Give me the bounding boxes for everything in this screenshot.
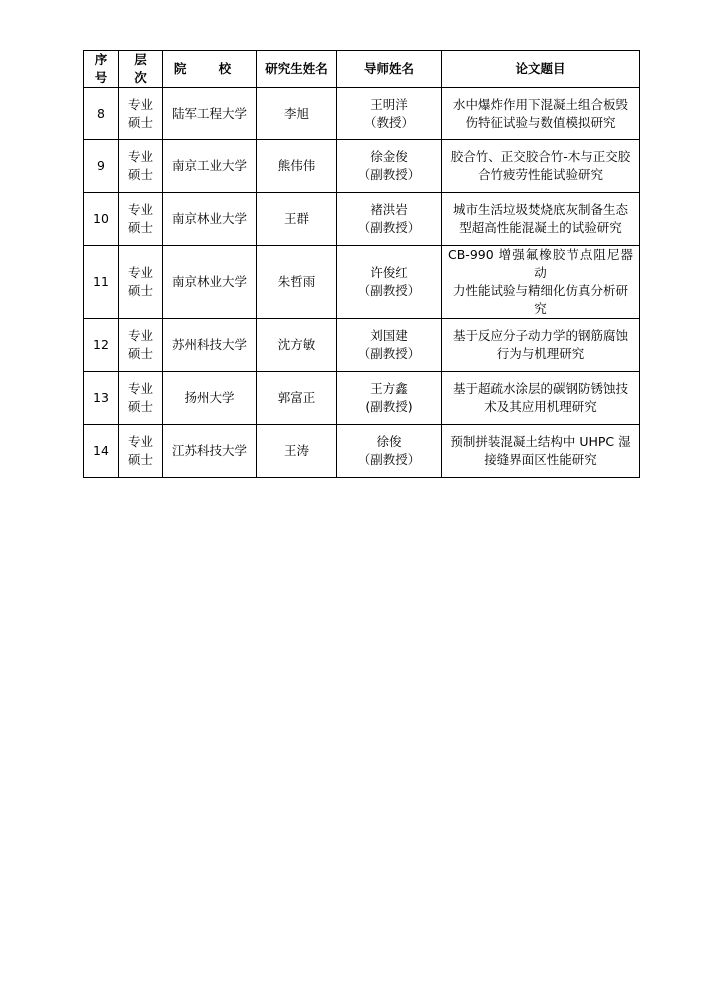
table-row xyxy=(84,193,640,246)
header-index xyxy=(84,51,119,88)
table-row xyxy=(84,319,640,372)
cell-student: 李旭 xyxy=(257,88,337,140)
cell-thesis-line: 型超高性能混凝土的试验研究 xyxy=(459,220,622,235)
cell-thesis xyxy=(442,425,640,478)
cell-thesis-line: 伤特征试验与数值模拟研究 xyxy=(465,114,616,130)
cell-school: 苏州科技大学 xyxy=(163,319,257,372)
table-row xyxy=(84,140,640,193)
cell-advisor-line: （副教授） xyxy=(357,220,421,235)
cell-level xyxy=(119,372,163,425)
cell-thesis-line: 力性能试验与精细化仿真分析研 xyxy=(452,283,628,298)
cell-thesis-line: 究 xyxy=(534,301,547,316)
cell-student: 沈方敏 xyxy=(257,319,337,372)
cell-advisor xyxy=(337,372,442,425)
cell-level-line: 硕士 xyxy=(127,399,153,414)
cell-level-line: 专业 xyxy=(127,328,153,343)
cell-school: 扬州大学 xyxy=(163,372,257,425)
table-row xyxy=(84,88,640,140)
table-header-row xyxy=(84,51,640,88)
cell-level-line: 专业 xyxy=(127,265,153,280)
cell-school: 南京工业大学 xyxy=(163,140,257,193)
header-level-line: 次 xyxy=(134,70,147,85)
cell-level xyxy=(119,425,163,478)
cell-thesis xyxy=(442,372,640,425)
cell-level xyxy=(119,193,163,246)
cell-thesis xyxy=(442,246,640,319)
cell-thesis-line: 术及其应用机理研究 xyxy=(484,399,597,414)
header-level xyxy=(119,51,163,88)
cell-thesis-line: CB-990 增强氟橡胶节点阻尼器动 xyxy=(448,247,633,280)
cell-student: 王涛 xyxy=(257,425,337,478)
header-school: 院 校 xyxy=(163,51,257,88)
cell-thesis xyxy=(442,140,640,193)
cell-level-line: 专业 xyxy=(127,202,153,217)
header-student: 研究生姓名 xyxy=(257,51,337,88)
header-thesis: 论文题目 xyxy=(442,51,640,88)
cell-index: 11 xyxy=(84,246,119,319)
cell-level xyxy=(119,140,163,193)
header-level-line: 层 xyxy=(134,52,147,67)
cell-thesis-line: 城市生活垃圾焚烧底灰制备生态 xyxy=(452,202,628,217)
cell-advisor-line: （副教授） xyxy=(357,346,421,361)
cell-school: 南京林业大学 xyxy=(163,193,257,246)
cell-school: 江苏科技大学 xyxy=(163,425,257,478)
table-row xyxy=(84,425,640,478)
table-row xyxy=(84,246,640,319)
cell-thesis xyxy=(442,319,640,372)
cell-advisor xyxy=(337,193,442,246)
cell-advisor xyxy=(337,246,442,319)
cell-advisor-line: 褚洪岩 xyxy=(370,202,408,217)
cell-advisor-line: 徐俊 xyxy=(376,434,402,449)
cell-level-line: 专业 xyxy=(127,149,153,164)
cell-advisor-line: 刘国建 xyxy=(370,328,408,343)
cell-thesis-line: 合竹疲劳性能试验研究 xyxy=(477,167,603,182)
header-advisor: 导师姓名 xyxy=(337,51,442,88)
cell-level-line: 硕士 xyxy=(127,114,153,130)
cell-advisor-line: 王方鑫 xyxy=(370,381,408,396)
cell-student: 郭富正 xyxy=(257,372,337,425)
header-index-line: 序 xyxy=(94,52,108,67)
cell-index: 10 xyxy=(84,193,119,246)
cell-thesis-line: 水中爆炸作用下混凝土组合板毁 xyxy=(452,96,628,112)
cell-advisor-line: （副教授） xyxy=(357,167,421,182)
cell-level-line: 硕士 xyxy=(127,167,153,182)
cell-thesis-line: 行为与机理研究 xyxy=(496,346,585,361)
cell-advisor-line: （副教授） xyxy=(357,283,421,298)
cell-student: 熊伟伟 xyxy=(257,140,337,193)
cell-level xyxy=(119,319,163,372)
thesis-award-table xyxy=(83,50,640,478)
cell-school: 南京林业大学 xyxy=(163,246,257,319)
cell-advisor-line: 王明洋 xyxy=(370,96,408,112)
cell-level xyxy=(119,246,163,319)
cell-thesis xyxy=(442,88,640,140)
cell-thesis-line: 接缝界面区性能研究 xyxy=(484,452,597,467)
cell-school: 陆军工程大学 xyxy=(163,88,257,140)
cell-level-line: 硕士 xyxy=(127,346,153,361)
cell-level xyxy=(119,88,163,140)
cell-student: 朱哲雨 xyxy=(257,246,337,319)
cell-advisor-line: 许俊红 xyxy=(370,265,408,280)
cell-index: 13 xyxy=(84,372,119,425)
cell-advisor-line: 徐金俊 xyxy=(370,149,408,164)
cell-advisor xyxy=(337,88,442,140)
cell-index: 9 xyxy=(84,140,119,193)
header-index-line: 号 xyxy=(94,70,108,85)
cell-thesis xyxy=(442,193,640,246)
cell-thesis-line: 胶合竹、正交胶合竹-木与正交胶 xyxy=(450,149,631,164)
cell-level-line: 专业 xyxy=(127,381,153,396)
cell-student: 王群 xyxy=(257,193,337,246)
cell-level-line: 专业 xyxy=(127,434,153,449)
cell-index: 14 xyxy=(84,425,119,478)
cell-level-line: 硕士 xyxy=(127,220,153,235)
cell-advisor-line: （教授） xyxy=(363,114,414,130)
cell-level-line: 硕士 xyxy=(127,283,153,298)
cell-thesis-line: 预制拼装混凝土结构中 UHPC 湿 xyxy=(450,434,631,449)
cell-level-line: 硕士 xyxy=(127,452,153,467)
cell-advisor-line: （副教授） xyxy=(357,452,421,467)
cell-thesis-line: 基于超疏水涂层的碳钢防锈蚀技 xyxy=(452,381,628,396)
cell-advisor-line: (副教授) xyxy=(365,399,413,414)
cell-advisor xyxy=(337,319,442,372)
cell-thesis-line: 基于反应分子动力学的钢筋腐蚀 xyxy=(452,328,628,343)
cell-advisor xyxy=(337,425,442,478)
cell-index: 12 xyxy=(84,319,119,372)
cell-index: 8 xyxy=(84,88,119,140)
table-row xyxy=(84,372,640,425)
cell-level-line: 专业 xyxy=(127,96,153,112)
cell-advisor xyxy=(337,140,442,193)
